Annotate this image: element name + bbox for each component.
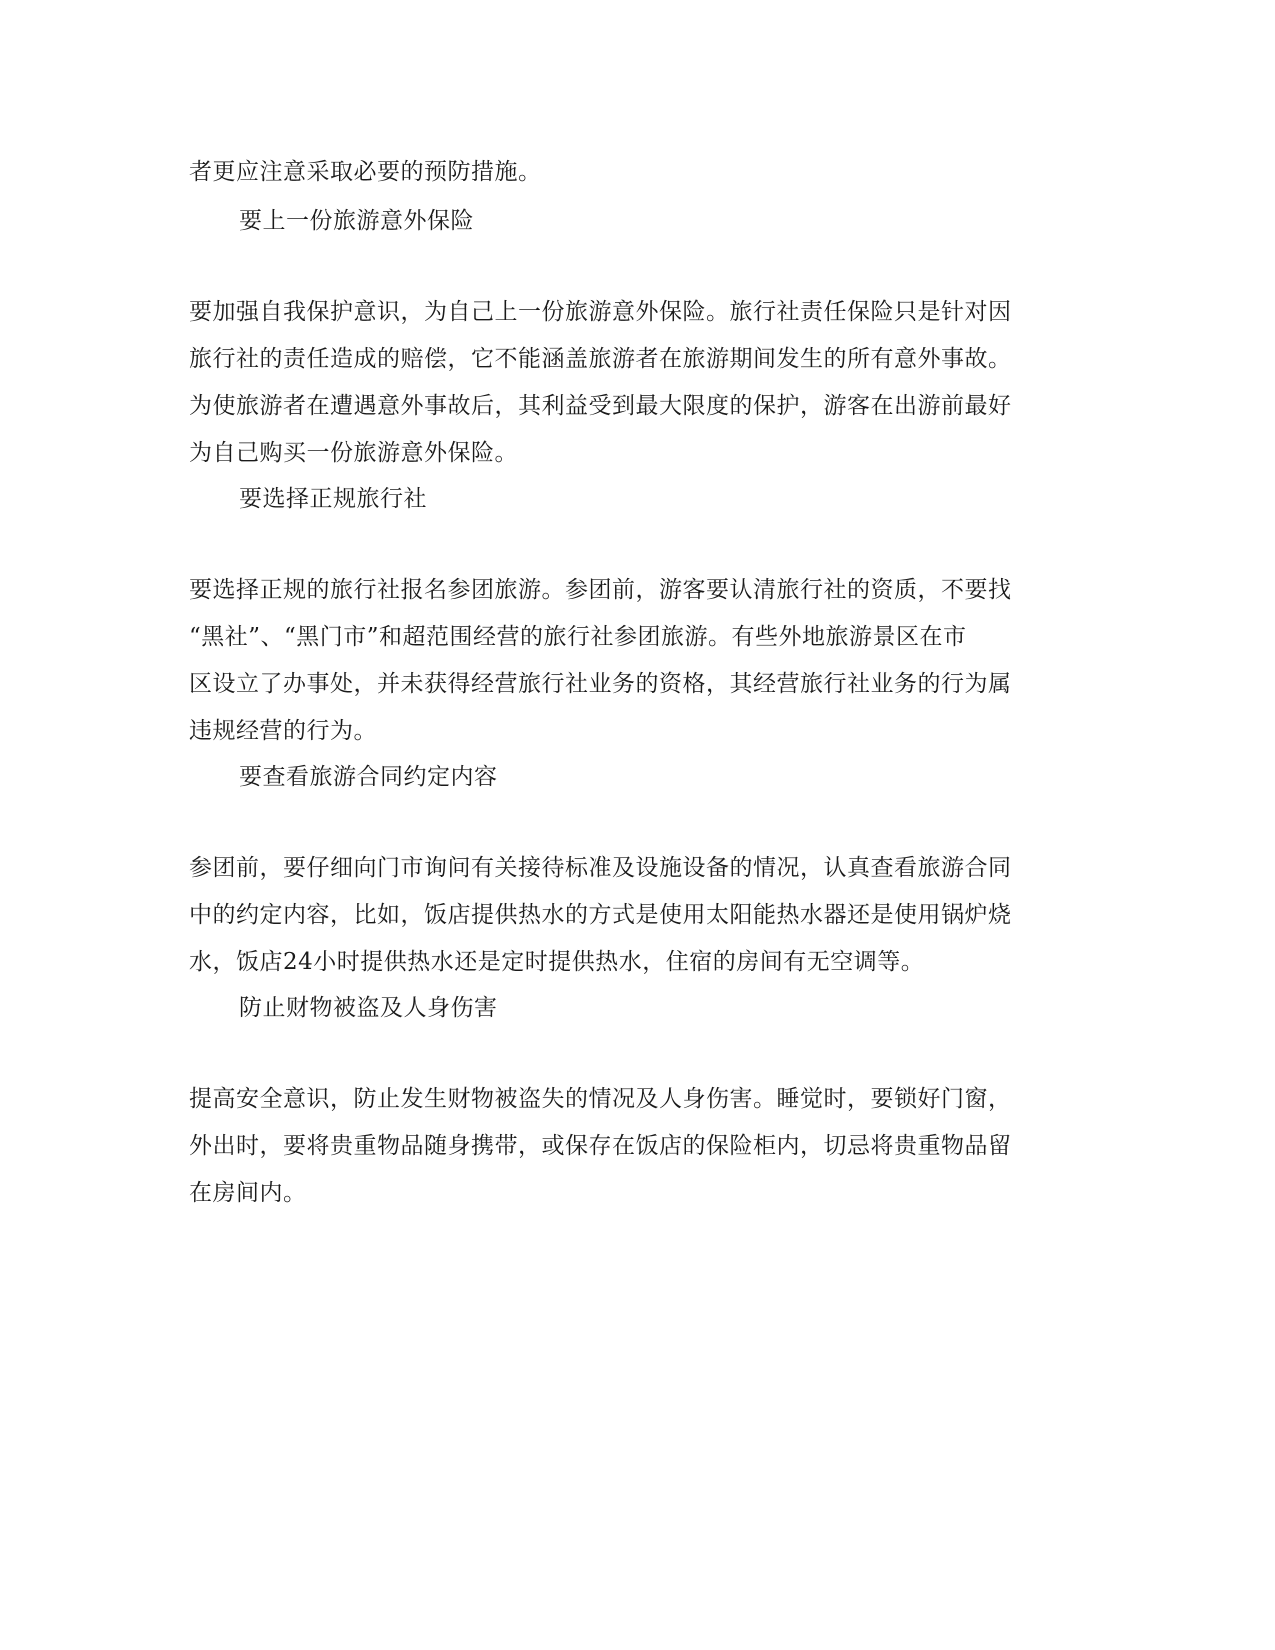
paragraph-line: 旅行社的责任造成的赔偿，它不能涵盖旅游者在旅游期间发生的所有意外事故。: [189, 346, 1012, 372]
section-heading-insurance: 要上一份旅游意外保险: [239, 208, 474, 234]
intro-line: 者更应注意采取必要的预防措施。: [189, 159, 542, 185]
section-heading-contract: 要查看旅游合同约定内容: [239, 764, 498, 790]
paragraph-line: 为使旅游者在遭遇意外事故后，其利益受到最大限度的保护，游客在出游前最好: [189, 393, 1012, 419]
paragraph-line: “黑社”、“黑门市”和超范围经营的旅行社参团旅游。有些外地旅游景区在市: [189, 624, 967, 650]
paragraph-line: 为自己购买一份旅游意外保险。: [189, 440, 518, 466]
paragraph-line: 参团前，要仔细向门市询问有关接待标准及设施设备的情况，认真查看旅游合同: [189, 855, 1012, 881]
paragraph-line: 提高安全意识，防止发生财物被盗失的情况及人身伤害。睡觉时，要锁好门窗，: [189, 1086, 1012, 1112]
paragraph-line: 违规经营的行为。: [189, 718, 377, 744]
paragraph-line: 中的约定内容，比如，饭店提供热水的方式是使用太阳能热水器还是使用锅炉烧: [189, 902, 1012, 928]
paragraph-line: 要选择正规的旅行社报名参团旅游。参团前，游客要认清旅行社的资质，不要找: [189, 577, 1012, 603]
paragraph-line: 区设立了办事处，并未获得经营旅行社业务的资格，其经营旅行社业务的行为属: [189, 671, 1012, 697]
paragraph-line: 外出时，要将贵重物品随身携带，或保存在饭店的保险柜内，切忌将贵重物品留: [189, 1133, 1012, 1159]
paragraph-line: 要加强自我保护意识，为自己上一份旅游意外保险。旅行社责任保险只是针对因: [189, 299, 1012, 325]
section-heading-theft: 防止财物被盗及人身伤害: [239, 995, 498, 1021]
section-heading-agency: 要选择正规旅行社: [239, 486, 427, 512]
paragraph-line: 在房间内。: [189, 1180, 307, 1206]
paragraph-line: 水，饭店24小时提供热水还是定时提供热水，住宿的房间有无空调等。: [189, 949, 925, 975]
